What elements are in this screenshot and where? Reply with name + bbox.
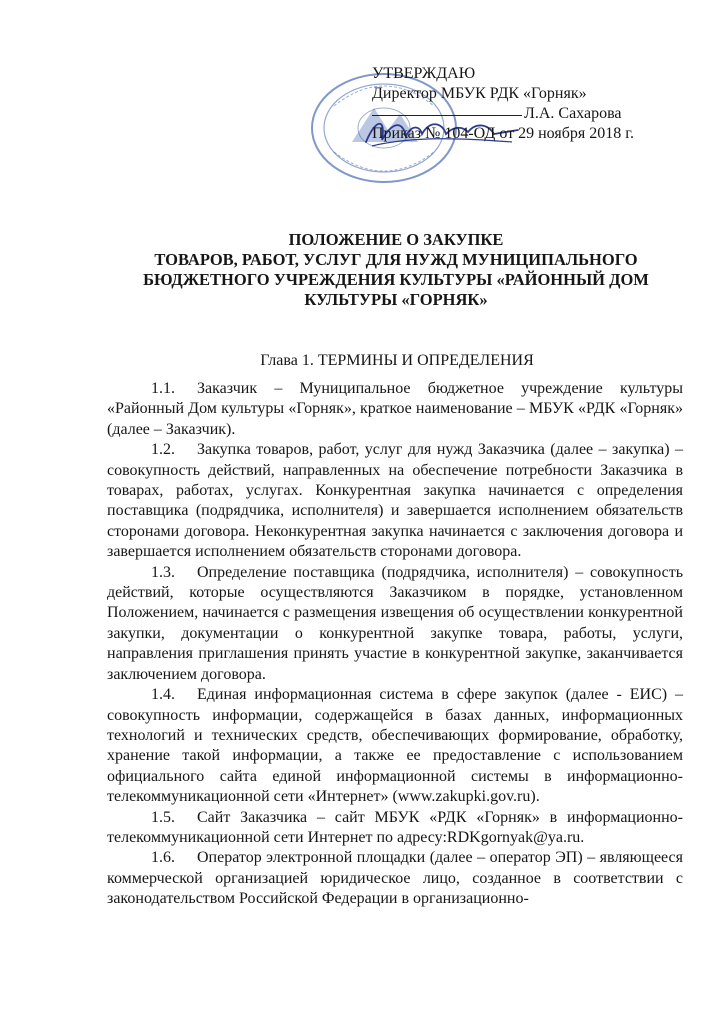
clause-text: Закупка товаров, работ, услуг для нужд Заказчика (далее – закупка) – совокупность действий, направленных на обеспечение потребности Заказчика в товарах, работах, услугах. Конкурентная закупка начинается с определения поставщика (подрядчика, исполнителя) и завершается исполнением обязательств сторонами договора. Неконкурентная закупка начинается с заключения договора и завершается исполнением обязательств сторонами договора.	[107, 441, 683, 561]
signature-line	[372, 115, 522, 116]
clause-number: 1.4.	[151, 686, 175, 704]
clause-text: Единая информационная система в сфере закупок (далее - ЕИС) – совокупность информации, содержащейся в базах данных, информационных технологий и технических средств, обеспечивающих формирование, обработку, хранение такой информации, а также ее предоставление с использованием официального сайта единой информационной системы в информационно-телекоммуникационной сети «Интернет» (www.zakupki.gov.ru).	[107, 686, 683, 806]
chapter-heading-text: Глава 1. ТЕРМИНЫ И ОПРЕДЕЛЕНИЯ	[260, 352, 534, 369]
clause-text: Оператор электронной площадки (далее – оператор ЭП) – являющееся коммерческой организацией юридическое лицо, созданное в соответствии с законодательством Российской Федерации в организационно-	[107, 849, 683, 908]
document-title	[96, 230, 696, 310]
clause	[107, 379, 683, 440]
title-line: ПОЛОЖЕНИЕ О ЗАКУПКЕ	[288, 230, 504, 249]
chapter-heading	[0, 351, 724, 371]
clause	[107, 685, 683, 807]
approval-block	[372, 64, 634, 144]
approval-order: Приказ № 104-ОД от 29 ноября 2018 г.	[372, 125, 634, 142]
approver-position: Директор МБУК РДК «Горняк»	[372, 85, 587, 102]
clause-number: 1.2.	[151, 441, 175, 459]
title-line: ТОВАРОВ, РАБОТ, УСЛУГ ДЛЯ НУЖД МУНИЦИПАЛЬНОГО	[154, 250, 638, 269]
clause	[107, 808, 683, 849]
clause	[107, 563, 683, 685]
clause-number: 1.1.	[151, 380, 175, 397]
clause-text: Определение поставщика (подрядчика, исполнителя) – совокупность действий, которые осуществляются Заказчиком в порядке, установленном Положением, начинается с размещения извещения об осуществлении конкурентной закупки, документации о конкурентной закупке товара, работы, услуги, направления приглашения принять участие в конкурентной закупке, заканчивается заключением договора.	[107, 563, 683, 683]
clause-number: 1.3.	[151, 563, 175, 581]
document-body	[107, 379, 683, 910]
clause-number: 1.5.	[151, 808, 175, 826]
clause-text: Заказчик – Муниципальное бюджетное учреждение культуры «Районный Дом культуры «Горняк», краткое наименование – МБУК «РДК «Горняк» (далее – Заказчик).	[107, 380, 683, 438]
clause-number: 1.6.	[151, 849, 175, 867]
clause	[107, 440, 683, 562]
clause	[107, 848, 683, 909]
signer-name: Л.А. Сахарова	[524, 105, 622, 122]
approve-word: УТВЕРЖДАЮ	[372, 65, 476, 82]
clause-text: Сайт Заказчика – сайт МБУК «РДК «Горняк» в информационно-телекоммуникационной сети Интернет по адресу:RDKgornyak@ya.ru.	[107, 808, 683, 846]
signer-line	[372, 104, 634, 124]
title-line: КУЛЬТУРЫ «ГОРНЯК»	[304, 290, 488, 309]
title-line: БЮДЖЕТНОГО УЧРЕЖДЕНИЯ КУЛЬТУРЫ «РАЙОННЫЙ ДОМ	[143, 270, 649, 289]
